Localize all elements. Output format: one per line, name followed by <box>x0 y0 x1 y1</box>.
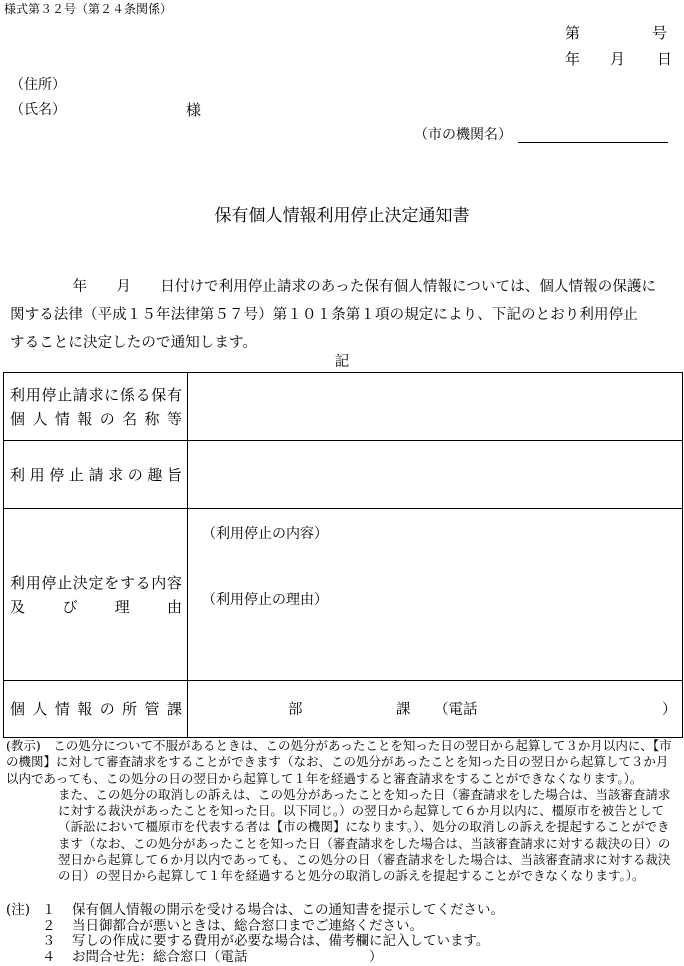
number-prefix: 第 <box>565 24 581 42</box>
row3-value-cell <box>188 509 683 681</box>
notice-paragraph-1: (教示) この処分について不服があるときは、この処分があったことを知った日の翌日から起算して３か月以内に、【市の機関】に対して審査請求をすることができます（なお、この処分があったことを知った日の翌日から起算して３か月以内であっても、この処分の日の翌日から起算して１年を経過すると審査請求をすることができなくなります。）。 <box>6 738 672 786</box>
note-number: ３ <box>42 933 56 950</box>
row4-dept: 部 <box>288 702 303 718</box>
row3-label-cell <box>4 509 188 681</box>
legal-notice <box>6 738 678 885</box>
form-number: 様式第３２号（第２４条関係） <box>4 2 173 16</box>
row2-value-cell <box>188 441 683 509</box>
notes-tag: (注) <box>6 902 31 918</box>
body-text <box>10 273 672 357</box>
row2-label-cell <box>4 441 188 509</box>
list-item <box>6 950 504 966</box>
row1-label-cell <box>4 373 188 441</box>
document-number <box>565 22 667 43</box>
table-row <box>4 373 683 441</box>
note-number: ２ <box>42 917 56 934</box>
row4-section: 課 <box>396 702 411 718</box>
body-line-3: することに決定したので通知します。 <box>10 335 258 351</box>
note-text: 当日御都合が悪いときは、総合窓口までご連絡ください。 <box>72 917 423 934</box>
row1-label: 利用停止請求に係る保有個人情報の名称等 <box>10 385 182 428</box>
body-line-1: 年 月 日付けで利用停止請求のあった保有個人情報については、個人情報の保護に <box>58 279 657 295</box>
ki-heading: 記 <box>334 354 350 370</box>
note-number: ４ <box>42 949 56 966</box>
body-line-2: 関する法律（平成１５年法律第５７号）第１０１条第１項の規定により、下記のとおり利用停止 <box>10 307 638 323</box>
honorific: 様 <box>186 101 202 119</box>
list-item <box>6 934 504 950</box>
date-year: 年 <box>565 50 581 68</box>
decision-table <box>3 372 683 738</box>
org-underline <box>518 142 668 143</box>
org-label: （市の機関名） <box>414 127 512 143</box>
date-month: 月 <box>610 50 626 68</box>
notice-paragraph-2: また、この処分の取消しの訴えは、この処分があったことを知った日（審査請求をした場合は、当該審査請求に対する裁決があったことを知った日。以下同じ。）の翌日から起算して６か月以内に、橿原市を被告として（訴訟において橿原市を代表する者は【市の機関】になります。）、処分の取消しの訴えを提起することができます（なお、この処分があったことを知った日（審査請求をした場合は、当該審査請求に対する裁決の日）の翌日から起算して６か月以内であっても、この処分の日（審査請求をした場合は、当該審査請求に対する裁決の日）の翌日から起算して１年を経過すると処分の取消しの訴えを提起することができなくなります。）。 <box>58 786 671 884</box>
row2-label: 利用停止請求の趣旨 <box>10 465 182 484</box>
row4-tel-close: ） <box>662 702 677 718</box>
note-text: 写しの作成に要する費用が必要な場合は、備考欄に記入しています。 <box>72 933 490 950</box>
table-row <box>4 509 683 681</box>
number-suffix: 号 <box>652 24 668 42</box>
row3-content-label: （利用停止の内容） <box>202 526 328 542</box>
row4-value-cell <box>188 681 683 738</box>
note-number: １ <box>42 902 56 918</box>
notes <box>6 903 504 966</box>
row4-label: 個人情報の所管課 <box>10 700 182 718</box>
row3-reason-label: （利用停止の理由） <box>202 592 328 608</box>
date-day: 日 <box>657 50 673 68</box>
note-text: 保有個人情報の開示を受ける場合は、この通知書を提示してください。 <box>72 902 504 918</box>
table-row <box>4 681 683 738</box>
address-label: （住所） <box>10 77 66 93</box>
list-item <box>6 903 504 919</box>
document-title: 保有個人情報利用停止決定通知書 <box>214 206 470 226</box>
name-label: （氏名） <box>10 102 66 118</box>
table-row <box>4 441 683 509</box>
row4-tel: （電話 <box>434 702 478 718</box>
note-text: お問合せ先：総合窓口（電話 ） <box>72 949 383 966</box>
row1-value-cell <box>188 373 683 441</box>
row3-label: 利用停止決定をする内容及び理由 <box>10 573 182 616</box>
issue-date <box>565 48 672 69</box>
row4-label-cell <box>4 681 188 738</box>
